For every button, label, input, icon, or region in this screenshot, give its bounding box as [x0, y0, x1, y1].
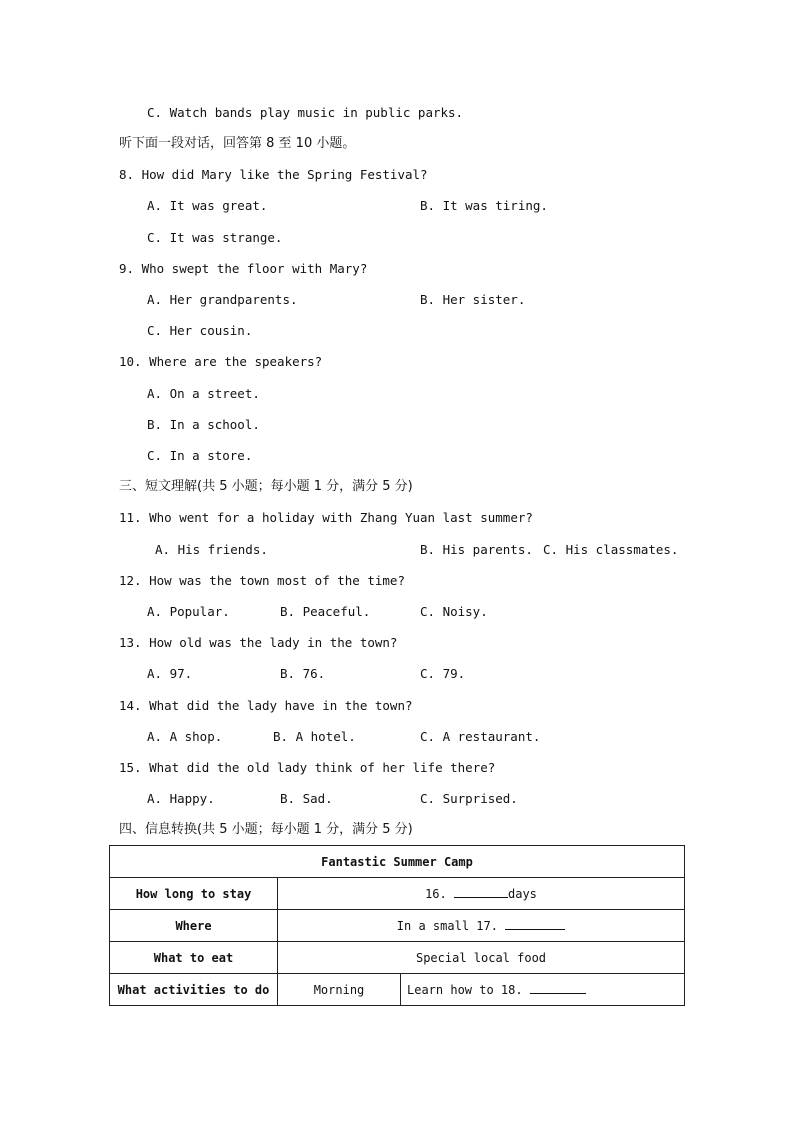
question-14: 14. What did the lady have in the town?	[119, 698, 413, 713]
question-12: 12. How was the town most of the time?	[119, 573, 405, 588]
blank-17[interactable]	[505, 918, 565, 930]
blank-16[interactable]	[454, 886, 508, 898]
blank-18-prefix: Learn how to 18.	[407, 983, 523, 997]
question-13-option-c: C. 79.	[420, 666, 466, 681]
question-10-option-a: A. On a street.	[147, 386, 260, 401]
section-4-title: 四、信息转换(共 5 小题；每小题 1 分，满分 5 分)	[119, 822, 413, 837]
question-10-option-c: C. In a store.	[147, 448, 253, 463]
blank-17-prefix: In a small 17.	[396, 919, 498, 933]
question-12-option-a: A. Popular.	[147, 604, 230, 619]
row-value-activities	[401, 974, 685, 1006]
row-label-stay: How long to stay	[110, 878, 278, 910]
question-11: 11. Who went for a holiday with Zhang Yuan last summer?	[119, 510, 533, 525]
listening-instruction: 听下面一段对话，回答第 8 至 10 小题。	[119, 136, 356, 151]
blank-16-number: 16.	[425, 887, 447, 901]
question-14-option-c: C. A restaurant.	[420, 729, 541, 744]
question-15-option-c: C. Surprised.	[420, 791, 518, 806]
question-13: 13. How old was the lady in the town?	[119, 635, 398, 650]
summer-camp-table	[109, 845, 685, 1006]
question-12-option-c: C. Noisy.	[420, 604, 488, 619]
row-label-activities: What activities to do	[110, 974, 278, 1006]
question-9-option-a: A. Her grandparents.	[147, 292, 298, 307]
question-13-option-a: A. 97.	[147, 666, 193, 681]
question-14-option-b: B. A hotel.	[273, 729, 356, 744]
question-9: 9. Who swept the floor with Mary?	[119, 261, 368, 276]
question-11-option-a: A. His friends.	[155, 542, 268, 557]
question-9-option-b: B. Her sister.	[420, 292, 526, 307]
row-time-morning: Morning	[278, 974, 401, 1006]
question-14-option-a: A. A shop.	[147, 729, 223, 744]
question-9-option-c: C. Her cousin.	[147, 323, 253, 338]
question-12-option-b: B. Peaceful.	[280, 604, 371, 619]
question-15-option-b: B. Sad.	[280, 791, 333, 806]
row-label-eat: What to eat	[110, 942, 278, 974]
row-label-where: Where	[110, 910, 278, 942]
blank-18[interactable]	[530, 982, 586, 994]
question-8: 8. How did Mary like the Spring Festival?	[119, 167, 428, 182]
question-8-option-c: C. It was strange.	[147, 230, 283, 245]
question-15: 15. What did the old lady think of her life there?	[119, 760, 496, 775]
section-3-title: 三、短文理解(共 5 小题；每小题 1 分，满分 5 分)	[119, 479, 413, 494]
question-10: 10. Where are the speakers?	[119, 354, 323, 369]
question-7-option-c: C. Watch bands play music in public parks.	[147, 105, 464, 120]
row-value-stay	[278, 878, 685, 910]
question-8-option-a: A. It was great.	[147, 198, 268, 213]
row-value-where	[278, 910, 685, 942]
question-8-option-b: B. It was tiring.	[420, 198, 548, 213]
question-15-option-a: A. Happy.	[147, 791, 215, 806]
question-13-option-b: B. 76.	[280, 666, 326, 681]
question-10-option-b: B. In a school.	[147, 417, 260, 432]
question-11-option-b: B. His parents.	[420, 542, 533, 557]
table-title: Fantastic Summer Camp	[110, 846, 685, 878]
days-unit: days	[508, 887, 537, 901]
row-value-eat: Special local food	[278, 942, 685, 974]
question-11-option-c: C. His classmates.	[543, 542, 679, 557]
